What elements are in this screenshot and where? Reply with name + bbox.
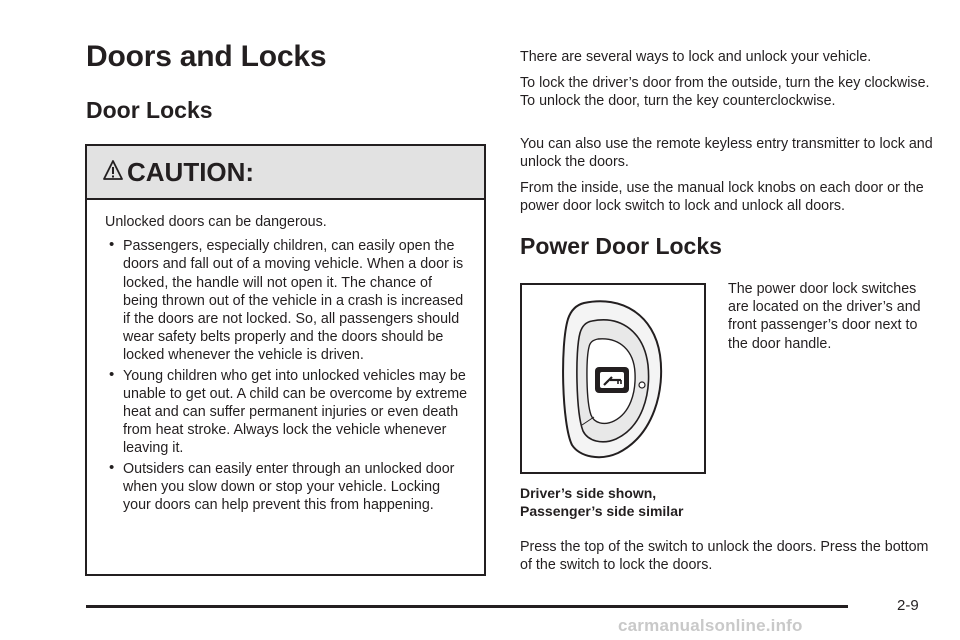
figure-caption-line1: Driver’s side shown, [520,485,657,501]
footer-rule [86,605,848,608]
caution-box [85,144,486,576]
warning-triangle-icon [103,159,127,186]
figure-caption [520,484,720,520]
caution-title: CAUTION: [127,156,255,187]
caution-body [87,200,484,514]
section-title: Doors and Locks [86,40,327,73]
paragraph-remote-keyless: You can also use the remote keyless entry transmitter to lock and unlock the doors. [520,136,933,171]
door-locks-heading: Door Locks [86,97,213,123]
caution-bullet: • Outsiders can easily enter through an unlocked door when you slow down or stop your vehicle. Locking your doors can help prevent this from happening. [105,460,470,515]
switch-usage-text: Press the top of the switch to unlock the doors. Press the bottom of the switch to lock the doors. [520,539,929,574]
watermark: carmanualsonline.info [618,616,803,635]
door-lock-switch-icon [522,459,704,476]
door-lock-switch-figure [520,283,706,474]
paragraph-inside-knobs: From the inside, use the manual lock knobs on each door or the power door lock switch to lock and unlock all doors. [520,180,924,215]
paragraph-key-outside: To lock the driver’s door from the outside, turn the key clockwise. To unlock the door, turn the key counterclockwise. [520,75,930,110]
power-door-locks-heading: Power Door Locks [520,233,722,259]
caution-intro: Unlocked doors can be dangerous. [105,214,327,230]
switch-location-text: The power door lock switches are located on the driver’s and front passenger’s door next to the door handle. [728,281,921,352]
figure-caption-line2: Passenger’s side similar [520,503,684,519]
page-number: 2-9 [897,597,919,614]
caution-bullet: • Young children who get into unlocked vehicles may be unable to get out. A child can be overcome by extreme heat and can suffer permanent injuries or even death from heat stroke. Always lock the vehicle whenever leaving it. [105,367,470,458]
paragraph-ways-to-lock: There are several ways to lock and unlock your vehicle. [520,49,872,65]
caution-bullet: • Passengers, especially children, can easily open the doors and fall out of a moving vehicle. When a door is locked, the handle will not open it. The chance of being thrown out of the vehicle in a crash is increased if the doors are not locked. So, all passengers should wear safety belts properly and the doors should be locked whenever the vehicle is driven. [105,237,470,364]
caution-header [87,146,484,200]
